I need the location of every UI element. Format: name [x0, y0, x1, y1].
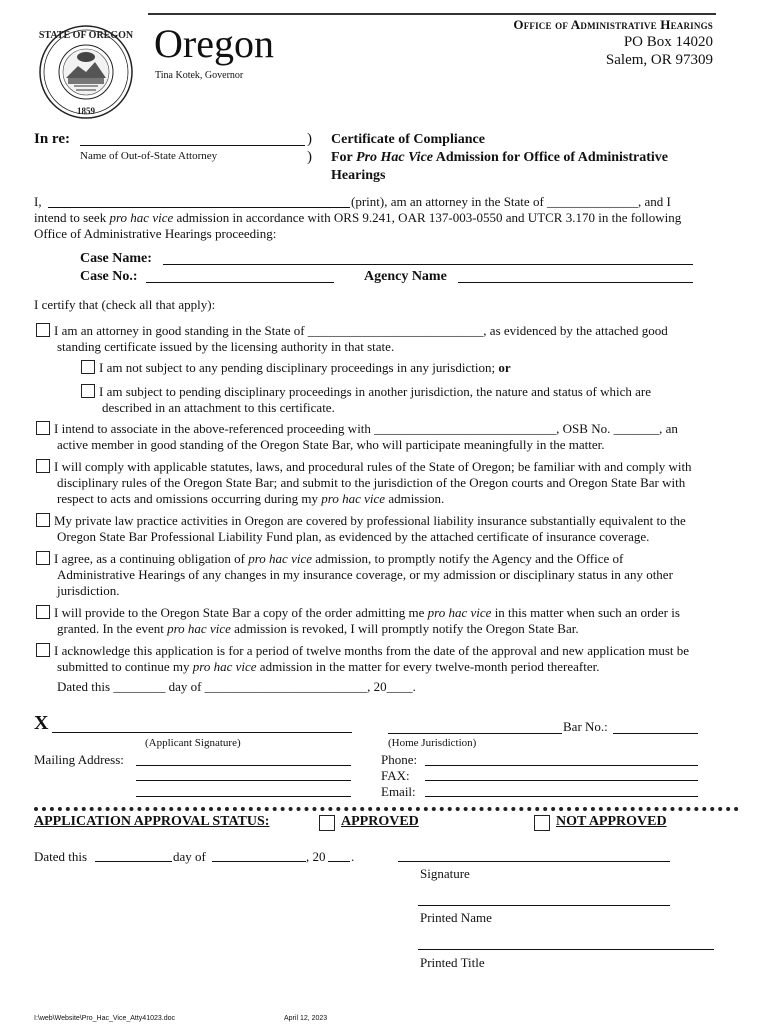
approver-printed-title-line[interactable]: [418, 949, 714, 950]
footer-date: April 12, 2023: [284, 1015, 328, 1022]
approver-printed-title-label: Printed Title: [420, 955, 485, 970]
intro-line-1b: (print), am an attorney in the State of ______________, and I: [351, 194, 671, 209]
cert-title-line1: Certificate of Compliance: [331, 132, 485, 147]
agency-name-line[interactable]: [458, 282, 693, 283]
in-re-label: In re:: [34, 131, 70, 147]
phone-line[interactable]: [425, 765, 698, 766]
approval-divider: [34, 807, 739, 811]
approval-year-line[interactable]: [328, 861, 350, 862]
office-po-box: PO Box 14020: [623, 34, 713, 50]
footer-file-path: I:\web\Website\Pro_Hac_Vice_Atty41023.doc: [34, 1015, 175, 1022]
case-no-label: Case No.:: [80, 269, 138, 284]
item-acknowledge: I acknowledge this application is for a period of twelve months from the date of the approval and new application must be submitted to continue my pro hac vice admission in the matter for every twelve-month period thereafter.: [54, 643, 690, 674]
applicant-signature-label: (Applicant Signature): [145, 737, 241, 749]
checkbox-comply[interactable]: [36, 459, 50, 473]
office-name: Office of Administrative Hearings: [513, 17, 713, 32]
oregon-state-seal: [38, 22, 134, 122]
phone-label: Phone:: [381, 752, 418, 767]
attorney-name-label: Name of Out-of-State Attorney: [80, 150, 218, 162]
item-comply: I will comply with applicable statutes, laws, and procedural rules of the State of Oregon; be familiar with and comply with disciplinary rules of the Oregon State Bar; and submit to the jurisdiction of the Oregon courts and Oregon State Bar with respect to acts and omissions occurring during my pro hac vice admission.: [54, 459, 692, 506]
cert-title: [331, 131, 668, 185]
approval-day-of: day of: [173, 849, 206, 864]
checkbox-insurance[interactable]: [36, 513, 50, 527]
checkbox-no-disciplinary[interactable]: [81, 360, 95, 374]
case-no-line[interactable]: [146, 282, 334, 283]
intro-line-2: intend to seek pro hac vice admission in accordance with ORS 9.241, OAR 137-003-0550 and UTCR 3.170 in the following: [34, 210, 682, 225]
case-name-label: Case Name:: [80, 251, 152, 266]
mailing-address-line-2[interactable]: [136, 780, 351, 781]
approver-signature-label: Signature: [420, 866, 470, 881]
case-name-line[interactable]: [163, 264, 693, 265]
approval-year-prefix: , 20: [306, 849, 326, 864]
item-insurance: My private law practice activities in Oregon are covered by professional liability insurance substantially equivalent to the Oregon State Bar Professional Liability Fund plan, as evidenced by the attached certificate of insurance coverage.: [54, 513, 686, 544]
approval-status-label: APPLICATION APPROVAL STATUS:: [34, 814, 270, 829]
approval-month-line[interactable]: [212, 861, 306, 862]
bar-no-label: Bar No.:: [563, 719, 608, 734]
not-approved-label: NOT APPROVED: [556, 814, 667, 829]
svg-text:STATE OF OREGON: STATE OF OREGON: [38, 30, 134, 41]
checkbox-approved[interactable]: [319, 815, 335, 831]
cert-title-line3: Hearings: [331, 168, 386, 183]
item-pending-disciplinary: I am subject to pending disciplinary proceedings in another jurisdiction, the nature and status of which are described in an attachment to this certificate.: [99, 384, 651, 415]
email-line[interactable]: [425, 796, 698, 797]
checkbox-associate[interactable]: [36, 421, 50, 435]
print-name-line[interactable]: [48, 207, 350, 208]
approval-day-line[interactable]: [95, 861, 172, 862]
agency-name-label: Agency Name: [364, 269, 447, 284]
intro-line-1: I,: [34, 194, 42, 209]
item-order-copy: I will provide to the Oregon State Bar a copy of the order admitting me pro hac vice in this matter when such an order is granted. In the event pro hac vice admission is revoked, I will promptly notify the Oregon State Bar.: [54, 605, 680, 636]
governor-line: Tina Kotek, Governor: [155, 70, 244, 81]
office-city: Salem, OR 97309: [605, 52, 713, 68]
caption-paren-2: ): [307, 149, 312, 165]
item-associate: I intend to associate in the above-referenced proceeding with ____________________________, OSB No. _______, an active member in good standing of the Oregon State Bar, who will participate meaningfully in the matter.: [54, 421, 678, 452]
home-jurisdiction-label: (Home Jurisdiction): [388, 737, 477, 749]
bar-no-line[interactable]: [613, 733, 698, 734]
approver-printed-name-line[interactable]: [418, 905, 670, 906]
email-label: Email:: [381, 784, 416, 799]
checkbox-notify[interactable]: [36, 551, 50, 565]
certify-instruction: I certify that (check all that apply):: [34, 297, 216, 312]
item-no-disciplinary: I am not subject to any pending disciplinary proceedings in any jurisdiction; or: [99, 360, 511, 375]
signature-x-mark: X: [34, 712, 49, 734]
item-good-standing: I am an attorney in good standing in the State of ___________________________, as evidenced by the attached good standing certificate issued by the licensing authority in that state.: [54, 323, 668, 354]
approval-year-period: .: [351, 849, 355, 864]
approved-label: APPROVED: [341, 814, 419, 829]
svg-text:1859: 1859: [77, 106, 95, 116]
mailing-address-line-3[interactable]: [136, 796, 351, 797]
mailing-address-line-1[interactable]: [136, 765, 351, 766]
approver-printed-name-label: Printed Name: [420, 910, 492, 925]
checkbox-not-approved[interactable]: [534, 815, 550, 831]
caption-paren-1: ): [307, 131, 312, 147]
cert-title-line2: For Pro Hac Vice Admission for Office of Administrative: [331, 150, 669, 165]
checkbox-pending-disciplinary[interactable]: [81, 384, 95, 398]
fax-line[interactable]: [425, 780, 698, 781]
item-notify: I agree, as a continuing obligation of pro hac vice admission, to promptly notify the Agency and the Office of Administrative Hearings of any changes in my insurance coverage, or my admission or disciplinary status in any other jurisdiction.: [54, 551, 673, 598]
state-name-heading: Oregon: [154, 21, 274, 66]
home-jurisdiction-line[interactable]: [388, 733, 562, 734]
intro-line-3: Office of Administrative Hearings proceeding:: [34, 226, 277, 241]
approval-dated-this: Dated this: [34, 849, 88, 864]
dated-line: Dated this ________ day of _________________________, 20____.: [57, 679, 416, 694]
mailing-address-label: Mailing Address:: [34, 752, 124, 767]
checkbox-good-standing[interactable]: [36, 323, 50, 337]
approver-signature-line[interactable]: [398, 861, 670, 862]
checkbox-acknowledge[interactable]: [36, 643, 50, 657]
checkbox-order-copy[interactable]: [36, 605, 50, 619]
header-rule: [148, 13, 716, 15]
fax-label: FAX:: [381, 768, 410, 783]
attorney-name-line[interactable]: [80, 145, 305, 146]
applicant-signature-line[interactable]: [52, 732, 352, 733]
